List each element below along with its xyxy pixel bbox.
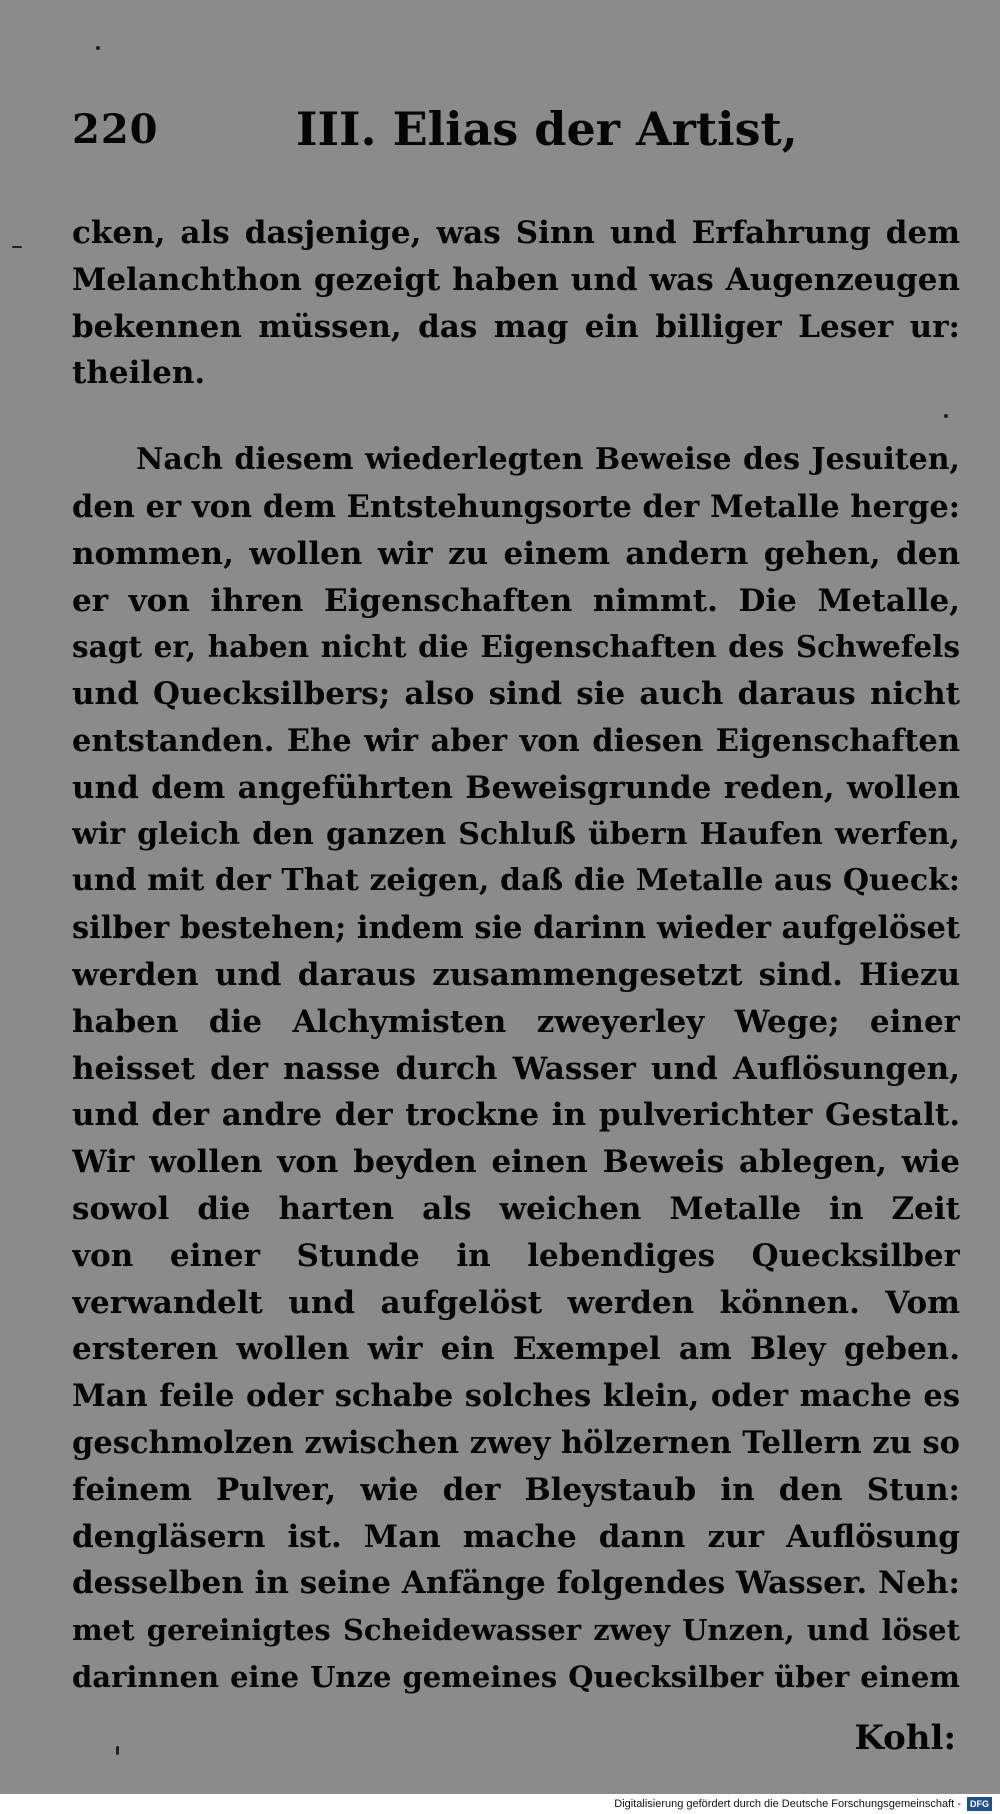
text-line: haben die Alchymisten zweyerley Wege; einer: [72, 1003, 960, 1040]
text-line: entstanden. Ehe wir aber von diesen Eigenschaften: [72, 722, 960, 759]
text-line: cken, als dasjenige, was Sinn und Erfahrung dem: [72, 215, 960, 251]
text-line: Wir wollen von beyden einen Beweis ablegen, wie: [72, 1144, 960, 1181]
digitization-footer: [0, 1794, 1000, 1814]
text-line: desselben in seine Anfänge folgendes Wasser. Neh:: [72, 1565, 960, 1602]
text-line: silber bestehen; indem sie darinn wieder aufgelöset: [72, 910, 960, 947]
text-line: den er von dem Entstehungsorte der Metalle herge:: [72, 488, 960, 525]
text-line: ersteren wollen wir ein Exempel am Bley geben.: [72, 1331, 960, 1368]
text-line: bekennen müssen, das mag ein billiger Leser ur:: [72, 308, 960, 345]
text-line: von einer Stunde in lebendiges Quecksilber: [72, 1237, 960, 1274]
paragraph-2: [72, 437, 960, 1701]
text-line: und der andre der trockne in pulverichter Gestalt.: [72, 1097, 960, 1134]
text-line: und mit der That zeigen, daß die Metalle aus Queck:: [72, 863, 960, 899]
text-line: sowol die harten als weichen Metalle in Zeit: [72, 1190, 960, 1227]
text-line: Melanchthon gezeigt haben und was Augenzeugen: [72, 261, 960, 298]
text-line: met gereinigtes Scheidewasser zwey Unzen, und löset: [72, 1613, 960, 1648]
text-line: sagt er, haben nicht die Eigenschaften des Schwefels: [72, 629, 960, 665]
scan-speck: [96, 46, 100, 50]
dfg-logo-badge: DFG: [967, 1797, 992, 1811]
text-line: geschmolzen zwischen zwey hölzernen Tellern zu so: [72, 1424, 960, 1461]
scan-speck: [12, 246, 22, 248]
text-line: dengläsern ist. Man mache dann zur Auflösung: [72, 1518, 960, 1555]
footer-credit: Digitalisierung gefördert durch die Deutsche Forschungsgemeinschaft -: [614, 1798, 961, 1810]
text-line: und dem angeführten Beweisgrunde reden, wollen: [72, 769, 960, 806]
text-line: darinnen eine Unze gemeines Quecksilber über einem: [72, 1659, 960, 1694]
running-title: III. Elias der Artist,: [296, 102, 798, 156]
text-line: feinem Pulver, wie der Bleystaub in den Stun:: [72, 1471, 960, 1508]
text-line: heisset der nasse durch Wasser und Auflösungen,: [72, 1050, 960, 1087]
paragraph-1: [72, 210, 960, 397]
text-line: und Quecksilbers; also sind sie auch daraus nicht: [72, 676, 960, 713]
body-text: [72, 210, 960, 1701]
scan-speck: [116, 1746, 119, 1755]
text-line: wir gleich den ganzen Schluß übern Haufen werfen,: [72, 816, 960, 852]
scan-speck: [944, 414, 948, 418]
text-line: werden und daraus zusammengesetzt sind. Hiezu: [72, 956, 960, 993]
text-line: er von ihren Eigenschaften nimmt. Die Metalle,: [72, 582, 960, 619]
paragraph-gap: [72, 397, 960, 437]
text-line: theilen.: [72, 355, 206, 392]
page-number: 220: [72, 106, 159, 153]
page-header: [72, 96, 952, 166]
text-line: Nach diesem wiederlegten Beweise des Jesuiten,: [136, 442, 960, 478]
text-line: nommen, wollen wir zu einem andern gehen, den: [72, 535, 960, 572]
catchword: Kohl:: [854, 1718, 956, 1758]
text-line: verwandelt und aufgelöst werden können. Vom: [72, 1284, 960, 1321]
text-line: Man feile oder schabe solches klein, oder mache es: [72, 1378, 960, 1415]
